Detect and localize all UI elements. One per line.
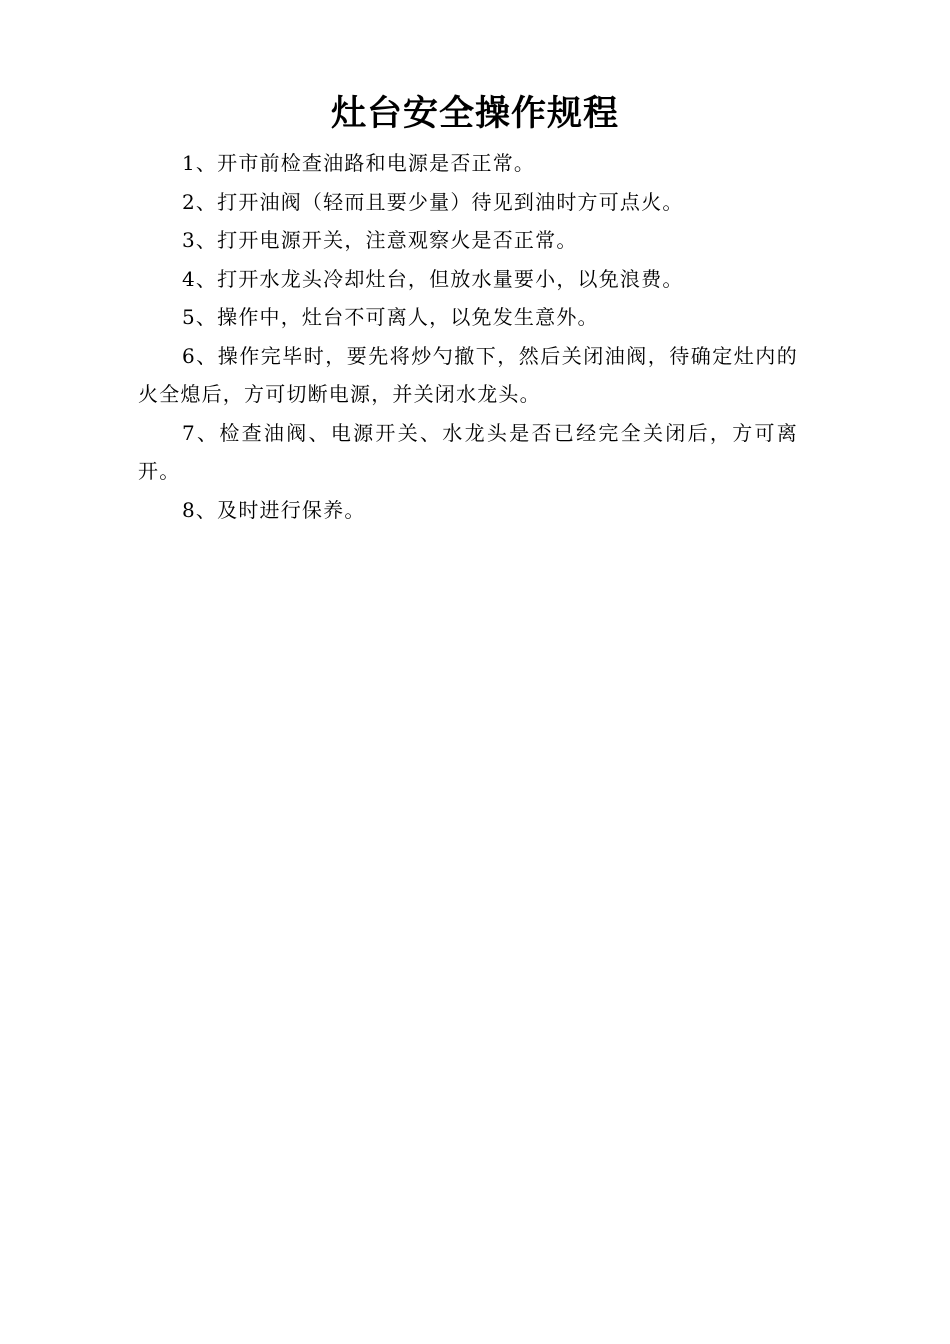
procedure-item-7: 7、检查油阀、电源开关、水龙头是否已经完全关闭后，方可离开。 [138,420,798,483]
procedure-item-3: 3、打开电源开关，注意观察火是否正常。 [182,228,578,252]
procedure-item-6: 6、操作完毕时，要先将炒勺撤下，然后关闭油阀，待确定灶内的火全熄后，方可切断电源，并关闭水龙头。 [138,343,798,406]
procedure-list [138,144,798,529]
procedure-item-4: 4、打开水龙头冷却灶台，但放水量要小，以免浪费。 [182,266,684,291]
procedure-item-8: 8、及时进行保养。 [182,497,366,522]
document-title: 灶台安全操作规程 [330,94,619,134]
procedure-item-5: 5、操作中，灶台不可离人，以免发生意外。 [182,305,599,329]
procedure-item-1: 1、开市前检查油路和电源是否正常。 [182,151,536,175]
procedure-item-2: 2、打开油阀（轻而且要少量）待见到油时方可点火。 [182,189,684,214]
